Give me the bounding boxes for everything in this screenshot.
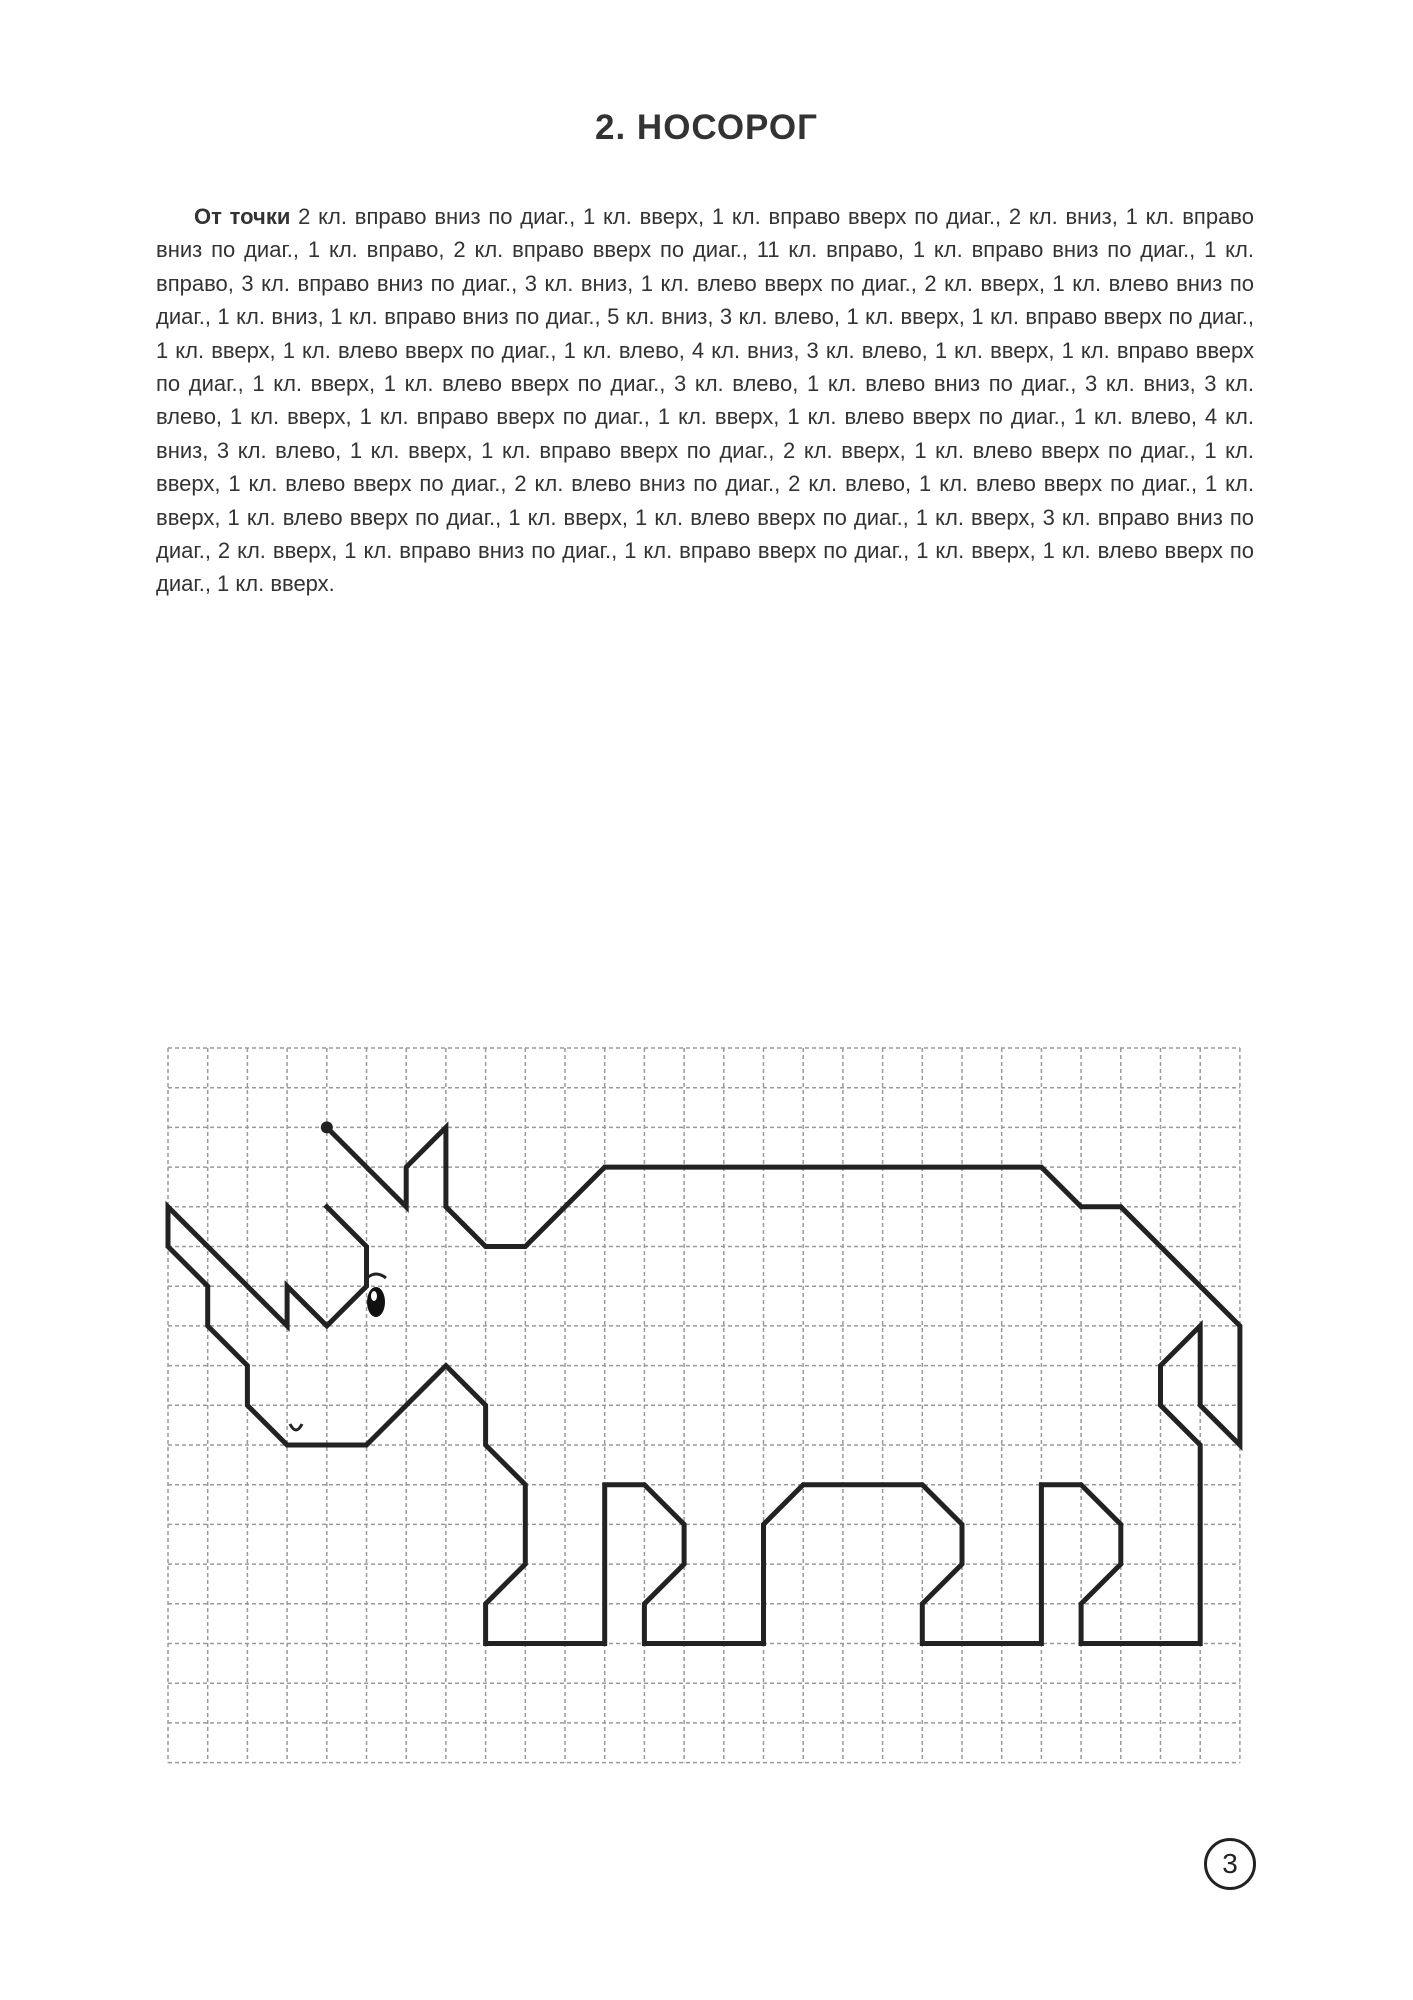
rhino-eyelid xyxy=(367,1274,386,1278)
rhino-nostril xyxy=(290,1424,302,1430)
rhino-eye-highlight xyxy=(371,1291,377,1301)
page-number: 3 xyxy=(1204,1838,1256,1890)
start-point xyxy=(321,1121,333,1133)
rhino-eye xyxy=(367,1287,385,1317)
grid-lines xyxy=(168,1048,1240,1763)
instructions-lead: От точки xyxy=(194,204,291,229)
rhino-outline xyxy=(168,1127,1240,1643)
page-title: 2. НОСОРОГ xyxy=(595,108,818,147)
instructions-body: 2 кл. вправо вниз по диаг., 1 кл. вверх, 1 кл. вправо вверх по диаг., 2 кл. вниз, 1 кл. вправо вниз по диаг., 1 кл. вправо, 2 кл. вправо вверх по диаг., 11 кл. вправо, 1 кл. вправо вниз по диаг., 1 кл. вправо, 3 кл. вправо вниз по диаг., 3 кл. вниз, 1 кл. влево вверх по диаг., 2 кл. вверх, 1 кл. влево вниз по диаг., 1 кл. вниз, 1 кл. вправо вниз по диаг., 5 кл. вниз, 3 кл. влево, 1 кл. вверх, 1 кл. вправо вверх по диаг., 1 кл. вверх, 1 кл. влево вверх по диаг., 1 кл. влево, 4 кл. вниз, 3 кл. влево, 1 кл. вверх, 1 кл. вправо вверх по диаг., 1 кл. вверх, 1 кл. влево вверх по диаг., 3 кл. влево, 1 кл. влево вниз по диаг., 3 кл. вниз, 3 кл. влево, 1 кл. вверх, 1 кл. вправо вверх по диаг., 1 кл. вверх, 1 кл. влево вверх по диаг., 1 кл. влево, 4 кл. вниз, 3 кл. влево, 1 кл. вверх, 1 кл. вправо вверх по диаг., 2 кл. вверх, 1 кл. влево вверх по диаг., 1 кл. вверх, 1 кл. влево вверх по диаг., 2 кл. влево вниз по диаг., 2 кл. влево, 1 кл. влево вверх по диаг., 1 кл. вверх, 1 кл. влево вверх по диаг., 1 кл. вверх, 1 кл. влево вверх по диаг., 1 кл. вверх, 3 кл. вправо вниз по диаг., 2 кл. вверх, 1 кл. вправо вниз по диаг., 1 кл. вправо вверх по диаг., 1 кл. вверх, 1 кл. влево вверх по диаг., 1 кл. вверх. xyxy=(156,204,1254,597)
